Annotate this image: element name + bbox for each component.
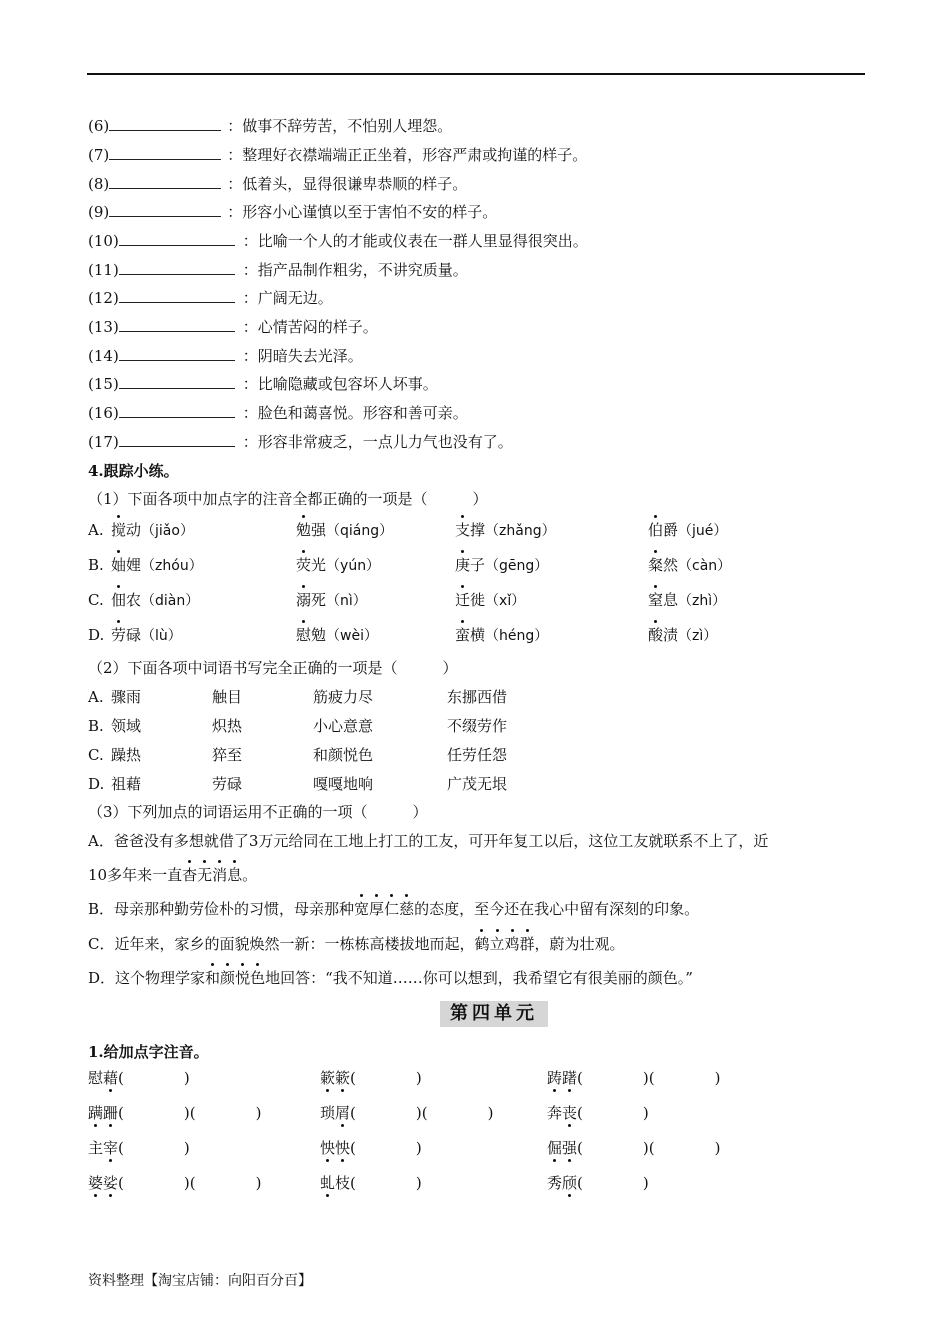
word <box>88 1139 118 1157</box>
dotted-char: 鹤 <box>474 935 490 953</box>
pinyin-item <box>547 1138 720 1158</box>
option-item <box>455 590 525 611</box>
word <box>88 1104 118 1122</box>
section-title: 4.跟踪小练。 <box>88 462 179 480</box>
option-item <box>455 625 548 646</box>
word-char: 簌 <box>335 1069 351 1087</box>
answer-parens[interactable]: ( )( ) <box>118 1174 262 1192</box>
pinyin: （zhóu） <box>141 558 203 574</box>
option-word: 触目 <box>212 688 243 706</box>
word-char: 躇 <box>562 1069 578 1087</box>
dotted-phrase <box>354 900 414 918</box>
answer-parens[interactable]: ( ) <box>118 1139 190 1157</box>
option-word: 猝至 <box>212 746 243 764</box>
pinyin: （càn） <box>678 558 732 574</box>
word-char: 怏 <box>335 1139 351 1157</box>
option-label[interactable]: B. <box>88 556 104 574</box>
answer-blank[interactable] <box>119 432 235 447</box>
word <box>547 1104 577 1122</box>
word-rest: 碌 <box>126 626 142 644</box>
word-rest: 息 <box>663 591 679 609</box>
pinyin: （qiáng） <box>326 523 394 539</box>
q3-option-a: A．爸爸没有多想就借了3万元给同在工地上打工的工友，可开年复工以后，这位工友就联系不上了，近 <box>88 832 769 850</box>
footer-note: 资料整理【淘宝店铺：向阳百分百】 <box>88 1273 312 1289</box>
word-char: 丧 <box>562 1104 578 1122</box>
question-prompt: （2）下面各项中词语书写完全正确的一项是（ ） <box>88 659 458 677</box>
definition-item: (17) ：形容非常疲乏，一点儿力气也没有了。 <box>88 433 513 451</box>
dotted-phrase <box>182 866 242 884</box>
dotted-char: 群 <box>519 935 535 953</box>
option-word: 祖藉 <box>111 775 142 793</box>
word-rest: 然 <box>663 556 679 574</box>
option-label[interactable]: C. <box>88 591 104 609</box>
word-rest: 渍 <box>663 626 679 644</box>
word <box>547 1069 577 1087</box>
option-item <box>111 555 203 576</box>
answer-blank[interactable] <box>109 174 221 189</box>
definition-item: (13) ：心情苦闷的样子。 <box>88 318 378 336</box>
answer-parens[interactable]: ( ) <box>118 1069 190 1087</box>
dotted-char: 蛮 <box>455 626 471 644</box>
pinyin: （gēng） <box>485 558 549 574</box>
option-item <box>111 520 194 541</box>
word-char: 踌 <box>547 1069 563 1087</box>
dotted-phrase <box>205 969 265 987</box>
section-title: 1.给加点字注音。 <box>88 1043 209 1061</box>
word <box>320 1104 350 1122</box>
dotted-char: 搅 <box>111 521 127 539</box>
dotted-char: 荧 <box>296 556 312 574</box>
word <box>547 1139 577 1157</box>
pinyin-item <box>320 1138 422 1158</box>
dotted-char: 仁 <box>384 900 400 918</box>
definition-item: (8) ：低着头，显得很谦卑恭顺的样子。 <box>88 175 468 193</box>
option-label[interactable]: C. <box>88 746 104 764</box>
word-char: 娑 <box>103 1174 119 1192</box>
pinyin-item <box>88 1173 261 1193</box>
pinyin: （héng） <box>485 628 549 644</box>
word-char: 秀 <box>547 1174 563 1192</box>
dotted-char: 息 <box>227 866 243 884</box>
definition-item: (14) ：阴暗失去光泽。 <box>88 347 363 365</box>
dotted-char: 劳 <box>111 626 127 644</box>
word <box>320 1174 350 1192</box>
option-item <box>648 590 726 611</box>
dotted-char: 无 <box>197 866 213 884</box>
dotted-char: 勉 <box>296 521 312 539</box>
definition-item: (7) ：整理好衣襟端端正正坐着，形容严肃或拘谨的样子。 <box>88 146 588 164</box>
option-item <box>111 625 182 646</box>
word-rest: 强 <box>311 521 327 539</box>
answer-parens[interactable]: ( )( ) <box>577 1139 721 1157</box>
word-char: 跚 <box>103 1104 119 1122</box>
word-char: 慰 <box>88 1069 104 1087</box>
word <box>88 1174 118 1192</box>
dotted-char: 消 <box>212 866 228 884</box>
word-rest: 徙 <box>470 591 486 609</box>
pinyin: （jué） <box>678 523 728 539</box>
pinyin-item <box>547 1103 649 1123</box>
word-char: 屑 <box>335 1104 351 1122</box>
word-rest: 爵 <box>663 521 679 539</box>
answer-blank[interactable] <box>119 346 235 361</box>
word <box>547 1174 577 1192</box>
dotted-char: 和 <box>205 969 221 987</box>
word-char: 强 <box>562 1139 578 1157</box>
option-item <box>648 625 717 646</box>
option-word: 广茂无垠 <box>447 775 508 793</box>
definition-item: (16) ：脸色和蔼喜悦。形容和善可亲。 <box>88 404 468 422</box>
dotted-char: 宽 <box>354 900 370 918</box>
dotted-char: 酸 <box>648 626 664 644</box>
dotted-char: 支 <box>455 521 471 539</box>
word-char: 枝 <box>335 1174 351 1192</box>
pinyin: （zhǎng） <box>485 523 556 539</box>
word-rest: 勉 <box>311 626 327 644</box>
pinyin-item <box>320 1173 422 1193</box>
answer-blank[interactable] <box>119 374 235 389</box>
word-char: 颀 <box>562 1174 578 1192</box>
word-rest: 动 <box>126 521 142 539</box>
definition-item: (9) ：形容小心谨慎以至于害怕不安的样子。 <box>88 203 498 221</box>
option-word: 小心意意 <box>313 717 374 735</box>
word-char: 琐 <box>320 1104 336 1122</box>
dotted-char: 庚 <box>455 556 471 574</box>
dotted-char: 鸡 <box>504 935 520 953</box>
dotted-phrase <box>474 935 534 953</box>
answer-blank[interactable] <box>109 202 221 217</box>
answer-parens[interactable]: ( ) <box>577 1174 649 1192</box>
dotted-char: 立 <box>489 935 505 953</box>
option-label[interactable]: B. <box>88 717 104 735</box>
option-item <box>296 625 378 646</box>
dotted-char: 慰 <box>296 626 312 644</box>
dotted-char: 慈 <box>399 900 415 918</box>
pinyin-item <box>320 1068 422 1088</box>
dotted-char: 迁 <box>455 591 471 609</box>
answer-blank[interactable] <box>119 317 235 332</box>
option-item <box>296 590 367 611</box>
answer-blank[interactable] <box>119 403 235 418</box>
option-item <box>455 520 556 541</box>
option-label[interactable]: D. <box>88 775 105 793</box>
option-word: 炽热 <box>212 717 243 735</box>
answer-parens[interactable]: ( ) <box>577 1104 649 1122</box>
dotted-char: 妯 <box>111 556 127 574</box>
word-char: 婆 <box>88 1174 104 1192</box>
word-rest: 娌 <box>126 556 142 574</box>
option-word: 领域 <box>111 717 142 735</box>
option-word: 筋疲力尽 <box>313 688 374 706</box>
word-char: 虬 <box>320 1174 336 1192</box>
option-word: 任劳任怨 <box>447 746 508 764</box>
pinyin: （xǐ） <box>485 593 526 609</box>
option-item <box>455 555 548 576</box>
word <box>320 1069 350 1087</box>
pinyin-item <box>320 1103 493 1123</box>
option-word: 劳碌 <box>212 775 243 793</box>
q3-option-b: B．母亲那种勤劳俭朴的习惯，母亲那种宽厚仁慈的态度，至今还在我心中留有深刻的印象。 <box>88 900 700 918</box>
definition-item: (10) ：比喻一个人的才能或仪表在一群人里显得很突出。 <box>88 232 588 250</box>
answer-blank[interactable] <box>119 231 235 246</box>
dotted-char: 悦 <box>235 969 251 987</box>
definition-item: (6) ：做事不辞劳苦，不怕别人埋怨。 <box>88 117 453 135</box>
dotted-char: 厚 <box>369 900 385 918</box>
word-rest: 横 <box>470 626 486 644</box>
word <box>320 1139 350 1157</box>
option-word: 东挪西借 <box>447 688 508 706</box>
question-prompt: （1）下面各项中加点字的注音全都正确的一项是（ ） <box>88 490 488 508</box>
word-rest: 死 <box>311 591 327 609</box>
pinyin: （zì） <box>678 628 718 644</box>
unit-title: 第四单元 <box>440 1001 548 1027</box>
word-char: 倔 <box>547 1139 563 1157</box>
answer-parens[interactable]: ( ) <box>350 1174 422 1192</box>
pinyin: （diàn） <box>141 593 200 609</box>
option-item <box>111 590 199 611</box>
answer-parens[interactable]: ( )( ) <box>577 1069 721 1087</box>
answer-parens[interactable]: ( )( ) <box>118 1104 262 1122</box>
word-rest: 撑 <box>470 521 486 539</box>
pinyin-item <box>88 1138 190 1158</box>
question-prompt: （3）下列加点的词语运用不正确的一项（ ） <box>88 803 428 821</box>
dotted-char: 杳 <box>182 866 198 884</box>
option-word: 嘎嘎地响 <box>313 775 374 793</box>
option-label[interactable]: A. <box>88 521 104 539</box>
word-char: 藉 <box>103 1069 119 1087</box>
definition-item: (11) ：指产品制作粗劣，不讲究质量。 <box>88 261 468 279</box>
answer-blank[interactable] <box>119 260 235 275</box>
option-word: 躁热 <box>111 746 142 764</box>
pinyin: （lù） <box>141 628 182 644</box>
dotted-char: 伯 <box>648 521 664 539</box>
option-item <box>648 555 731 576</box>
pinyin: （nì） <box>326 593 367 609</box>
answer-blank[interactable] <box>119 288 235 303</box>
dotted-char: 窒 <box>648 591 664 609</box>
word-rest: 农 <box>126 591 142 609</box>
option-item <box>648 520 727 541</box>
option-label[interactable]: A. <box>88 688 104 706</box>
q3-option-c: C．近年来，家乡的面貌焕然一新：一栋栋高楼拔地而起，鹤立鸡群，蔚为壮观。 <box>88 935 625 953</box>
pinyin: （zhì） <box>678 593 727 609</box>
pinyin: （jiǎo） <box>141 523 194 539</box>
pinyin-item <box>547 1173 649 1193</box>
answer-parens[interactable]: ( ) <box>350 1069 422 1087</box>
pinyin-item <box>88 1103 261 1123</box>
dotted-char: 溺 <box>296 591 312 609</box>
dotted-char: 佃 <box>111 591 127 609</box>
pinyin-item <box>88 1068 190 1088</box>
word-rest: 光 <box>311 556 327 574</box>
pinyin: （yún） <box>326 558 381 574</box>
option-label[interactable]: D. <box>88 626 105 644</box>
word-char: 奔 <box>547 1104 563 1122</box>
dotted-char: 色 <box>250 969 266 987</box>
pinyin-item <box>547 1068 720 1088</box>
answer-blank[interactable] <box>109 116 221 131</box>
option-word: 和颜悦色 <box>313 746 374 764</box>
word-char: 怏 <box>320 1139 336 1157</box>
definition-item: (15) ：比喻隐藏或包容坏人坏事。 <box>88 375 438 393</box>
word-char: 簌 <box>320 1069 336 1087</box>
word-rest: 子 <box>470 556 486 574</box>
definition-item: (12) ：广阔无边。 <box>88 289 333 307</box>
answer-parens[interactable]: ( ) <box>350 1139 422 1157</box>
option-item <box>296 520 393 541</box>
q3-option-d: D．这个物理学家和颜悦色地回答：“我不知道……你可以想到，我希望它有很美丽的颜色。” <box>88 969 693 987</box>
word <box>88 1069 118 1087</box>
word-char: 主 <box>88 1139 104 1157</box>
option-word: 骤雨 <box>111 688 142 706</box>
answer-parens[interactable]: ( )( ) <box>350 1104 494 1122</box>
dotted-char: 颜 <box>220 969 236 987</box>
header-rule <box>87 73 865 75</box>
word-char: 宰 <box>103 1139 119 1157</box>
option-item <box>296 555 380 576</box>
word-char: 蹒 <box>88 1104 104 1122</box>
option-word: 不缀劳作 <box>447 717 508 735</box>
dotted-char: 粲 <box>648 556 664 574</box>
answer-blank[interactable] <box>109 145 221 160</box>
q3-option-a-cont: 10多年来一直杳无消息。 <box>88 866 258 884</box>
pinyin: （wèi） <box>326 628 378 644</box>
